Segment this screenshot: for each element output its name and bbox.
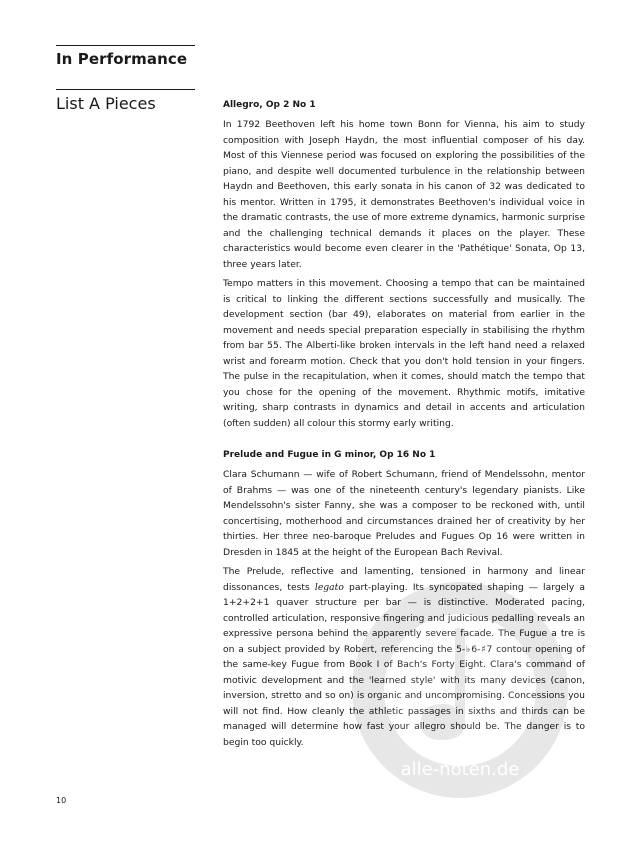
paragraph: Tempo matters in this movement. Choosing a tempo that can be maintained is critical to linking the different sections successfully and musically. The development section (bar 49), elaborates on material from earlier in the movement and needs special preparation especially in stabilising the rhythm from bar 55. The Alberti-like broken intervals in the left hand need a relaxed wrist and forearm motion. Check that you don't hold tension in your fingers. The pulse in the recapitulation, when it comes, should match the tempo that you chose for the opening of the movement. Rhythmic motifs, imitative writing, sharp contrasts in dynamics and detail in accents and articulation (often sudden) all colour this stormy early writing. [223,278,585,429]
watermark-text: alle-noten.de [400,759,520,780]
piece-prelude-fugue [223,449,585,750]
piece-title: Allegro, Op 2 No 1 [223,100,316,110]
sub-rule [56,89,195,90]
paragraph: In 1792 Beethoven left his home town Bonn for Vienna, his aim to study composition with Joseph Haydn, the most influential composer of his day. Most of this Viennese period was focused on exploring the possibilities of the piano, and despite well documented turbulence in the relationship between Haydn and Beethoven, this early sonata in his canon of 32 was dedicated to his mentor. Written in 1795, it demonstrates Beethoven's individual voice in the dramatic contrasts, the use of more extreme dynamics, harmonic surprise and the challenging technical demands it places on the player. These characteristics would become even clearer in the 'Pathétique' Sonata, Op 13, three years later. [223,119,585,270]
paragraph [223,564,585,750]
top-rule [56,45,195,46]
section-title: In Performance [56,50,188,68]
subsection-title: List A Pieces [56,94,156,113]
italic-term: legato [314,581,344,593]
piece-allegro [223,99,585,431]
paragraph: Clara Schumann — wife of Robert Schumann, friend of Mendelssohn, mentor of Brahms — was one of the nineteenth century's legendary pianists. Like Mendelssohn's sister Fanny, she was a composer to be reckoned with, until concertising, motherhood and circumstances drained her of creativity by her thirties. Her three neo-baroque Preludes and Fugues Op 16 were written in Dresden in 1845 at the height of the European Bach Revival. [223,469,585,558]
page-number: 10 [56,796,67,805]
paragraph-text: The Prelude, reflective and lamenting, tensioned in harmony and linear dissonances, tests [223,566,585,593]
paragraph-text: part-playing. Its syncopated shaping — largely a 1+2+2+1 quaver structure per bar — is distinctive. Moderated pacing, controlled articulation, responsive fingering and judicious pedalling reveals an expressive persona behind the apparently severe facade. The Fugue a tre is on a subject provided by Robert, referencing the 5-♭6-♯7 contour opening of the same-key Fugue from Book I of Bach's Forty Eight. Clara's command of motivic development and the 'learned style' with its many devices (canon, inversion, stretto and so on) is organic and uncompromising. Concessions you will not find. How cleanly the athletic passages in sixths and thirds can be managed will determine how fast your allegro should be. The danger is to begin too quickly. [223,581,586,748]
piece-title: Prelude and Fugue in G minor, Op 16 No 1 [223,450,436,460]
article-body [223,99,585,754]
